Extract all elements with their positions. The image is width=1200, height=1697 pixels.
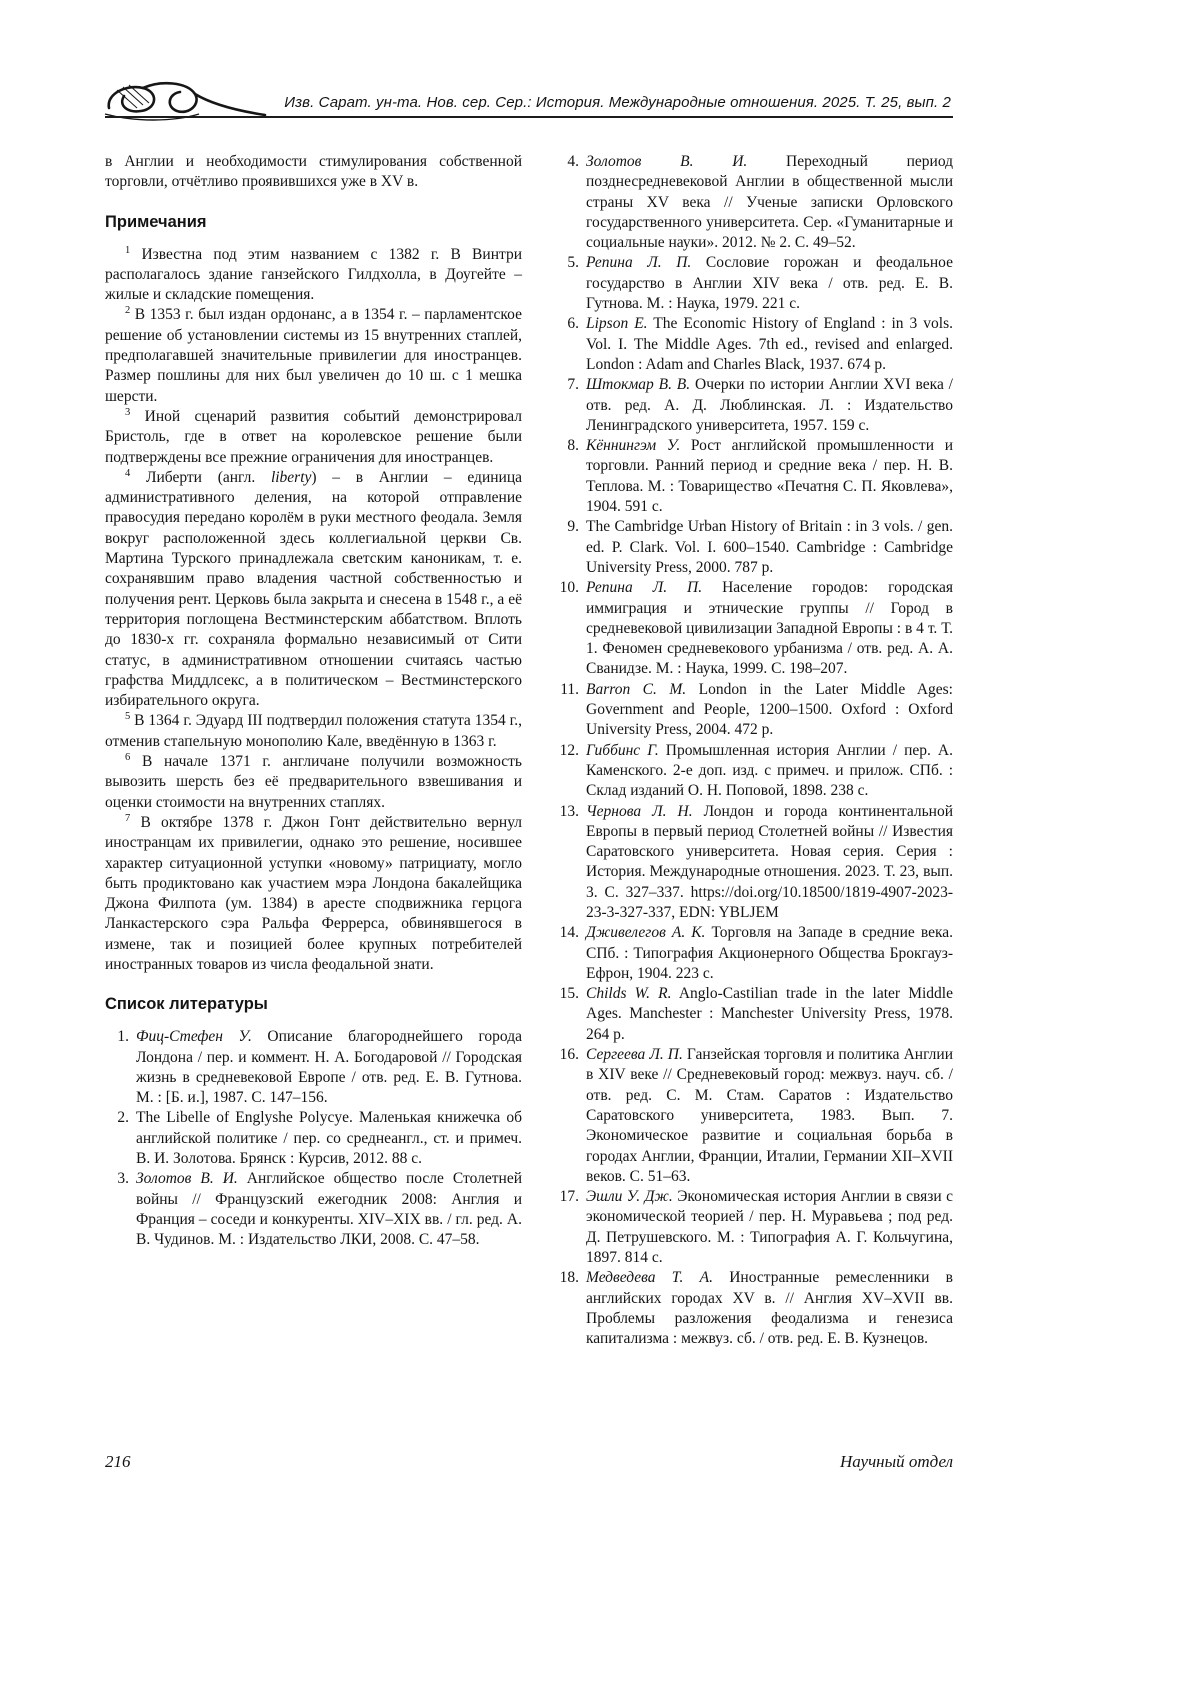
reference-number: 9. [567, 518, 579, 536]
note-item: $^5$ В 1364 г. Эдуард III подтвердил положения статута 1354 г., отменив стапельную монополию Кале, введённую в 1363 г. [105, 711, 522, 750]
reference-item [555, 923, 953, 984]
reference-text: Чернова Л. Н. Лондон и города континентальной Европы в первый период Столетней войны // Известия Саратовского университета. Новая серия. Серия : История. Международные отношения. 2023. Т. 23, вып. 3. С. 327–337. https://doi.org/10.18500/1819-4907-2023-23-3-327-337, EDN: YBLJEM [586, 802, 954, 921]
section-label: Научный отдел [839, 1452, 953, 1471]
reference-text: Barron C. M. London in the Later Middle Ages: Government and People, 1200–1500. Oxford : Oxford University Press, 2004. 472 p. [586, 680, 953, 739]
references-heading: Список литературы [105, 995, 268, 1014]
reference-author: Медведева Т. А. [586, 1269, 713, 1287]
reference-number: 12. [559, 741, 579, 759]
reference-author: Эшли У. Дж. [586, 1188, 673, 1206]
reference-item [555, 680, 953, 741]
reference-item [555, 1268, 953, 1349]
reference-author: Фиц-Стефен У. [136, 1028, 252, 1046]
reference-number: 8. [567, 437, 579, 455]
note-item: $^3$ Иной сценарий развития событий демонстрировал Бристоль, где в ответ на королевское решение были подтверждены все прежние ограничения для иностранцев. [105, 406, 522, 466]
reference-text: The Cambridge Urban History of Britain : in 3 vols. / gen. ed. P. Clark. Vol. I. 600–1540. Cambridge : Cambridge University Press, 2000. 787 p. [586, 518, 953, 576]
reference-item [555, 375, 953, 436]
reference-number: 4. [567, 153, 579, 170]
note-italic-term: liberty [270, 468, 312, 486]
reference-text: Гиббинс Г. Промышленная история Англии / пер. А. Каменского. 2-е доп. изд. с примеч. и прилож. СПб. : Склад изданий О. Н. Поповой, 1898. 238 с. [586, 741, 953, 800]
reference-author: Childs W. R. [586, 985, 672, 1003]
reference-author: Чернова Л. Н. [586, 802, 693, 820]
reference-number: 15. [559, 985, 579, 1003]
article-body [105, 152, 953, 1350]
reference-item [555, 984, 953, 1045]
reference-text: The Libelle of Englyshe Polycye. Маленькая книжечка об английской политике / пер. со среднеангл., ст. и примеч. В. И. Золотова. Брянск : Курсив, 2012. 88 с. [136, 1109, 522, 1168]
left-column [105, 152, 522, 1350]
reference-item [555, 314, 953, 375]
reference-text: Дживелегов А. К. Торговля на Западе в средние века. СПб. : Типография Акционерного Общества Брокгауз-Ефрон, 1904. 223 с. [586, 924, 953, 982]
note-item: $^1$ Известна под этим названием с 1382 г. В Винтри располагалось здание ганзейского Гилдхолла, в Доугейте – жилые и складские помещения. [105, 244, 522, 304]
notes-list [105, 245, 522, 976]
reference-item [555, 1187, 953, 1268]
note-item: $^7$ В октябре 1378 г. Джон Гонт действительно вернул иностранцам их привилегии, однако это решение, носившее характер ситуационной уступки «новому» патрициату, могло быть продиктовано как участием мэра Лондона бакалейщика Джона Филпота (ум. 1384) в аресте сподвижника герцога Ланкастерского сэра Ральфа Феррерса, обвинявшегося в измене, так и позицией более крупных потребителей иностранных товаров из числа феодальной знати. [105, 812, 522, 973]
reference-text: Золотов В. И. Английское общество после Столетней войны // Французский ежегодник 2008: Англия и Франция – соседи и конкуренты. XIV–XIX вв. / гл. ред. А. В. Чудинов. М. : Издательство ЛКИ, 2008. С. 47–58. [136, 1170, 523, 1249]
reference-number: 14. [559, 924, 579, 942]
reference-text: Репина Л. П. Сословие горожан и феодальное государство в Англии XIV века / отв. ред. Е. В. Гутнова. М. : Наука, 1979. 221 с. [586, 254, 953, 313]
note-number: 6 [125, 751, 131, 763]
note-number: 1 [125, 244, 131, 256]
reference-number: 11. [560, 680, 579, 698]
intro-paragraph: в Англии и необходимости стимулирования собственной торговли, отчётливо проявившихся уже в XV в. [105, 153, 522, 191]
reference-number: 6. [567, 315, 579, 333]
reference-author: Репина Л. П. [586, 579, 703, 597]
reference-author: Золотов В. И. [136, 1170, 238, 1188]
reference-number: 16. [559, 1046, 579, 1064]
reference-item [555, 578, 953, 679]
reference-author: Штокмар В. В. [586, 376, 691, 394]
page-footer [105, 1452, 953, 1472]
reference-number: 18. [559, 1269, 579, 1287]
reference-text: Медведева Т. А. Иностранные ремесленники в английских городах XV в. // Англия XV–XVII вв. Проблемы разложения феодализма и генезиса капитализма : межвуз. сб. / отв. ред. Е. В. Кузнецов. [586, 1269, 953, 1348]
references-list-left [105, 1027, 522, 1250]
reference-author: Кённингэм У. [586, 437, 681, 455]
notes-heading: Примечания [105, 212, 207, 231]
reference-item [555, 1045, 953, 1187]
reference-item [555, 741, 953, 802]
note-item: $^6$ В начале 1371 г. англичане получили возможность вывозить шерсть без её предварительного взвешивания и оценки стоимости на внутренних стаплях. [105, 751, 523, 811]
reference-text: Репина Л. П. Население городов: городская иммиграция и этнические группы // Город в средневековой цивилизации Западной Европы : в 4 т. Т. 1. Феномен средневекового урбанизма / отв. ред. А. А. Сванидзе. М. : Наука, 1999. С. 198–207. [586, 579, 953, 678]
reference-item [555, 517, 953, 578]
reference-author: Сергеева Л. П. [586, 1046, 683, 1064]
note-number: 5 [125, 711, 131, 723]
references-list-right [555, 152, 953, 1350]
reference-item [555, 802, 953, 924]
reference-number: 17. [559, 1188, 579, 1206]
reference-text: Lipson E. The Economic History of England : in 3 vols. Vol. I. The Middle Ages. 7th ed., revised and enlarged. London : Adam and Charles Black, 1937. 674 p. [586, 315, 953, 373]
note-number: 2 [125, 305, 131, 317]
right-column [555, 152, 953, 1350]
reference-author: Золотов В. И. [586, 153, 748, 170]
reference-item [105, 1027, 522, 1108]
note-number: 3 [125, 406, 131, 418]
reference-author: Дживелегов А. К. [586, 924, 706, 942]
reference-item [105, 1108, 522, 1169]
page-header [105, 76, 953, 118]
reference-text: Эшли У. Дж. Экономическая история Англии в связи с экономической теорией / пер. Н. Муравьева ; под ред. Д. Петрушевского. М. : Типография А. Г. Кольчугина, 1897. 814 с. [586, 1188, 954, 1267]
note-number: 4 [125, 467, 131, 479]
reference-text: Кённингэм У. Рост английской промышленности и торговли. Ранний период и средние века / пер. Н. В. Теплова. М. : Товарищество «Печатня С. П. Яковлева», 1904. 591 с. [586, 437, 953, 516]
reference-number: 13. [559, 802, 579, 820]
journal-title-line: Изв. Сарат. ун-та. Нов. сер. Сер.: История. Международные отношения. 2025. Т. 25, вып. 2 [284, 94, 951, 111]
note-item: $^4$ Либерти (англ. liberty) – в Англии – единица административного деления, на которой отправление правосудия передано королём в руки местного феодала. Земля вокруг расположенной здесь коллегиальной церкви Св. Мартина Турского принадлежала светским каноникам, т. е. сохранявшим право владения частной собственностью и получения рент. Церковь была закрыта и снесена в 1548 г., а её территория поглощена Вестминстерским аббатством. Вплоть до 1830-х гг. сохраняла формально независимый от Сити статус, в административном отношении считаясь частью графства Миддлсекс, а в политическом – Вестминстерского избирательного округа. [105, 467, 523, 710]
reference-text: Childs W. R. Anglo-Castilian trade in the later Middle Ages. Manchester : Manchester University Press, 1978. 264 p. [586, 985, 953, 1043]
reference-author: Репина Л. П. [586, 254, 692, 272]
page-number: 216 [105, 1452, 131, 1471]
reference-number: 3. [117, 1170, 129, 1188]
reference-item [555, 436, 953, 517]
reference-number: 5. [567, 254, 579, 272]
note-number: 7 [125, 812, 131, 824]
reference-item [105, 1169, 522, 1250]
reference-item [555, 253, 953, 314]
reference-number: 2. [117, 1109, 129, 1127]
reference-number: 10. [559, 579, 579, 597]
header-rule [105, 116, 953, 118]
reference-text: Фиц-Стефен У. Описание благороднейшего города Лондона / пер. и коммент. Н. А. Богодаровой // Городская жизнь в средневековой Европе / отв. ред. Е. В. Гутнова. М. : [Б. и.], 1987. С. 147–156. [136, 1028, 522, 1107]
reference-text: Золотов В. И. Переходный период позднесредневековой Англии в общественной мысли страны XV века // Ученые записки Орловского государственного университета. Сер. «Гуманитарные и социальные науки». 2012. № 2. С. 49–52. [586, 153, 954, 252]
journal-ornament-icon [101, 78, 271, 128]
reference-number: 7. [567, 376, 579, 394]
reference-item [555, 152, 953, 253]
reference-author: Гиббинс Г. [586, 741, 659, 759]
reference-number: 1. [117, 1028, 129, 1046]
note-item: $^2$ В 1353 г. был издан ордонанс, а в 1354 г. – парламентское решение об установлении системы из 15 внутренних стаплей, предполагавшей значительные привилегии для иностранцев. Размер пошлины для них был увеличен до 10 ш. с 1 мешка шерсти. [105, 305, 522, 405]
reference-author: Lipson E. [586, 315, 648, 333]
reference-text: Сергеева Л. П. Ганзейская торговля и политика Англии в XIV веке // Средневековый город: межвуз. науч. сб. / отв. ред. С. М. Стам. Саратов : Издательство Саратовского университета, 1983. Вып. 7. Экономическое развитие и социальная борьба в городах Англии, Франции, Италии, Германии XII–XVII веков. С. 51–63. [586, 1046, 954, 1185]
reference-author: Barron C. M. [586, 680, 687, 698]
reference-text: Штокмар В. В. Очерки по истории Англии XVI века / отв. ред. А. Д. Люблинская. Л. : Издательство Ленинградского университета, 1957. 159 с. [586, 376, 953, 434]
